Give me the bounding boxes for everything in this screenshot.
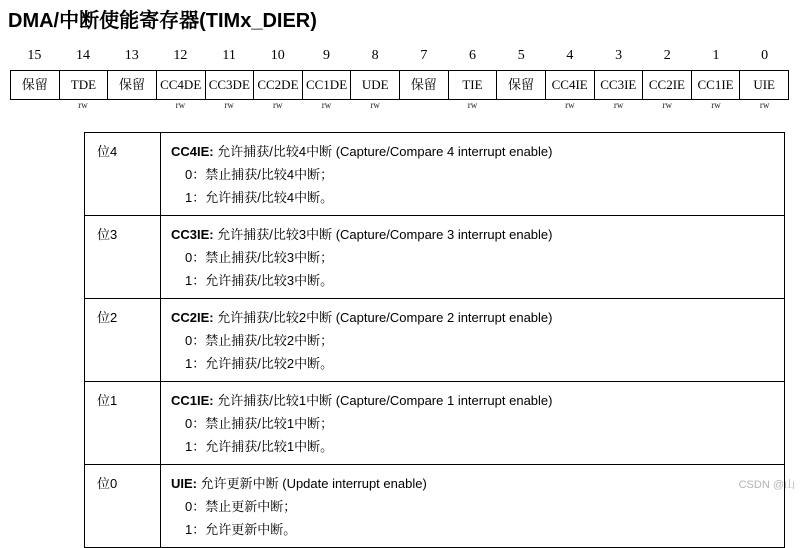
register-field-cell: TIE [449, 71, 498, 99]
bit-description [161, 299, 784, 381]
access-cell: rw [321, 100, 332, 110]
bit-description [161, 382, 784, 464]
bit-option: 0：禁止捕获/比较2中断； [185, 333, 334, 348]
access-cell: rw [175, 100, 186, 110]
bit-description-text: 允许捕获/比较4中断 (Capture/Compare 4 interrupt enable) [217, 144, 553, 159]
register-field-cell: CC4DE [157, 71, 206, 99]
register-field-cell: UIE [753, 77, 776, 92]
access-cell: rw [224, 100, 234, 110]
bit-option: 1：允许捕获/比较2中断。 [185, 356, 334, 371]
bit-description [161, 133, 784, 215]
bit-label: 位4 [85, 133, 161, 215]
table-row [85, 382, 784, 465]
bit-field-name: CC4IE: [171, 144, 214, 159]
access-cell: rw [662, 100, 673, 110]
register-field-cell: TDE [60, 71, 109, 99]
bit-field-name: CC2IE: [171, 310, 214, 325]
bit-label: 位2 [85, 299, 161, 381]
register-field-cell: 保留 [108, 71, 157, 99]
bit-description-summary [171, 140, 784, 163]
bit-index: 15 [27, 48, 42, 63]
bit-index: 1 [712, 48, 720, 63]
bit-index: 10 [270, 48, 285, 63]
access-cell: rw [565, 100, 575, 110]
table-row [85, 299, 784, 382]
bit-index: 12 [173, 48, 188, 63]
bit-description-text: 允许更新中断 (Update interrupt enable) [200, 476, 427, 491]
table-row [85, 216, 784, 299]
bit-description-text: 允许捕获/比较2中断 (Capture/Compare 2 interrupt enable) [217, 310, 553, 325]
table-row [85, 465, 784, 548]
bit-description-text: 允许捕获/比较1中断 (Capture/Compare 1 interrupt enable) [217, 393, 553, 408]
bit-description-summary [171, 389, 784, 412]
access-cell: rw [613, 100, 624, 110]
bit-index: 14 [76, 48, 91, 63]
access-cell: rw [711, 100, 721, 110]
bit-option: 0：禁止捕获/比较1中断； [185, 416, 334, 431]
bit-option: 0：禁止捕获/比较3中断； [185, 250, 334, 265]
bit-label: 位3 [85, 216, 161, 298]
bit-index: 7 [420, 48, 428, 63]
bit-description [161, 465, 784, 547]
bit-field-name: CC1IE: [171, 393, 214, 408]
bit-option: 1：允许捕获/比较4中断。 [185, 190, 334, 205]
access-cell: rw [78, 100, 88, 110]
access-cell: rw [759, 100, 770, 110]
register-field-cell: CC4IE [546, 71, 595, 99]
register-field-cell: CC3DE [206, 71, 255, 99]
bit-index: 3 [615, 48, 623, 63]
bit-description-text: 允许捕获/比较3中断 (Capture/Compare 3 interrupt enable) [217, 227, 553, 242]
bit-description-summary [171, 306, 784, 329]
register-field-cell: CC2DE [254, 71, 303, 99]
bit-label: 位1 [85, 382, 161, 464]
bit-index: 11 [222, 48, 236, 63]
register-field-row [10, 70, 789, 100]
register-field-cell: CC1IE [692, 71, 741, 99]
register-field-cell: 保留 [11, 71, 60, 99]
register-field-cell: CC2IE [643, 71, 692, 99]
bit-index: 8 [371, 48, 379, 63]
bit-index-row [10, 48, 789, 64]
bit-index: 9 [322, 48, 330, 63]
bit-field-name: CC3IE: [171, 227, 214, 242]
bit-index: 6 [469, 48, 477, 63]
register-field-cell: UDE [351, 71, 400, 99]
bit-description [161, 216, 784, 298]
bit-index: 0 [761, 48, 769, 63]
register-field-cell: CC3IE [595, 71, 644, 99]
register-field-cell: 保留 [400, 71, 449, 99]
bit-option: 1：允许捕获/比较1中断。 [185, 439, 334, 454]
access-cell: rw [370, 100, 380, 110]
bit-index: 2 [663, 48, 671, 63]
bit-description-summary [171, 223, 784, 246]
bit-index: 13 [124, 48, 139, 63]
bit-option: 1：允许捕获/比较3中断。 [185, 273, 334, 288]
bit-index: 4 [566, 48, 574, 63]
table-row [85, 133, 784, 216]
bit-option: 0：禁止捕获/比较4中断； [185, 167, 334, 182]
bit-label: 位0 [85, 465, 161, 547]
bit-description-summary [171, 472, 784, 495]
bit-field-name: UIE: [171, 476, 197, 491]
page-title: DMA/中断使能寄存器(TIMx_DIER) [8, 10, 317, 32]
register-field-cell: CC1DE [303, 71, 352, 99]
bit-option: 0：禁止更新中断； [185, 499, 297, 514]
access-row [10, 100, 789, 110]
bit-index: 5 [517, 48, 525, 63]
watermark: CSDN @山 [738, 479, 795, 491]
access-cell: rw [467, 100, 478, 110]
access-cell: rw [273, 100, 283, 110]
bit-description-table [84, 132, 785, 548]
bit-option: 1：允许更新中断。 [185, 522, 297, 537]
register-field-cell: 保留 [497, 71, 546, 99]
